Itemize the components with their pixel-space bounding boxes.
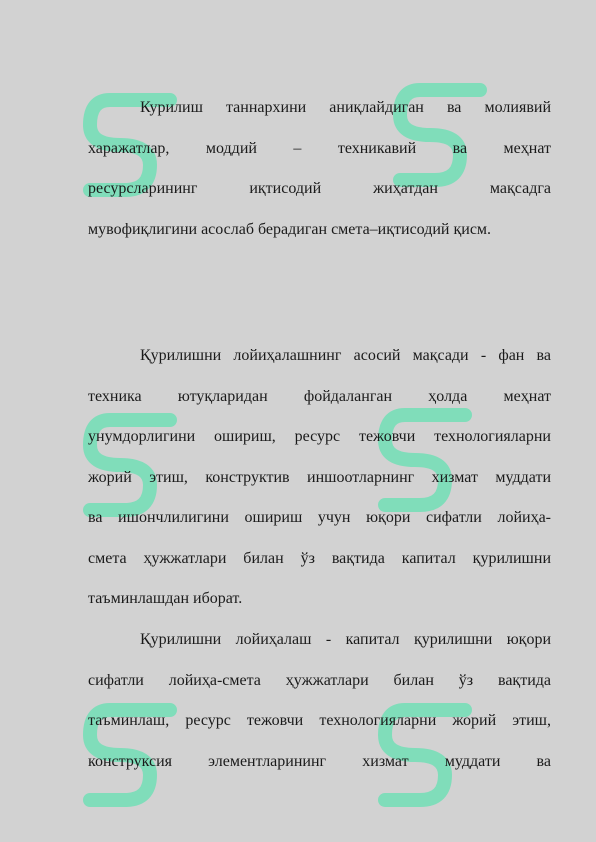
text-line: смета ҳужжатлари билан ўз вақтида капитал қурилишни [88,549,551,567]
text-line: техника ютуқларидан фойдаланган ҳолда меҳнат [88,387,551,405]
text-line: мувофиқлигини асослаб берадиган смета–иқтисодий қисм. [88,220,492,238]
text-line: ва ишончлилигини ошириш учун юқори сифатли лойиҳа- [88,509,551,526]
text-line: Қурилишни лойиҳалаш - капитал қурилишни юқори [140,631,551,648]
text-line: унумдорлигини ошириш, ресурс тежовчи технологияларни [88,428,551,445]
text-line: харажатлар, моддий – техникавий ва меҳнат [88,139,551,157]
text-line: ресурсларининг иқтисодий жиҳатдан мақсадга [88,180,551,197]
paragraph-2 [88,336,551,620]
text-line: Курилиш таннархини аниқлайдиган ва молиявий [140,99,551,116]
text-line: Қурилишни лойиҳалашнинг асосий мақсади - фан ва [140,347,551,364]
text-line: сифатли лойиҳа-смета ҳужжатлари билан ўз вақтида [88,671,551,689]
text-line: таъминлаш, ресурс тежовчи технологияларни жорий этиш, [88,712,551,729]
paragraph-1 [88,88,551,250]
text-line: жорий этиш, конструктив иншоотларнинг хизмат муддати [88,468,551,486]
text-line: таъминлашдан иборат. [88,590,243,607]
text-line: конструксия элементларининг хизмат муддати ва [88,752,551,770]
paragraph-3 [88,620,551,782]
